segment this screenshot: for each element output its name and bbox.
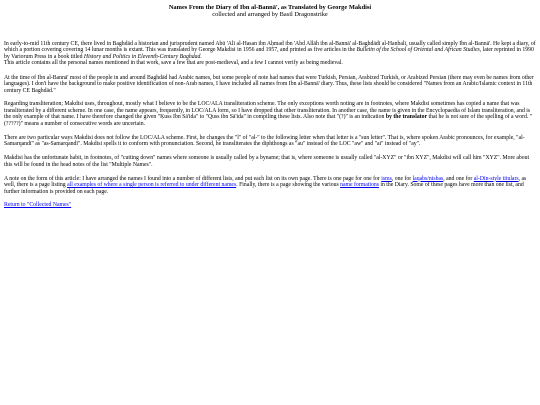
article-form-paragraph (4, 176, 536, 195)
footnote-habit-paragraph: Makdisi has the unfortunate habit, in footnotes, of "cutting down" names where someone is usually called by a byname; that is, where someone is usually called "al-XYZ" or "ibn XYZ", Makdisi will call him "XYZ". More about this will be found in the head notes of the list "Multiple Names". (4, 155, 530, 168)
page-subtitle: collected and arranged by Basil Dragonstrike (212, 11, 328, 19)
form-text-d: , as well, there is a page listing (4, 175, 527, 189)
translit-text-b: that he is not sure of the spelling of a word. "(?????)" means a number of consecutive words are uncertain. (4, 114, 533, 127)
translit-bold: by the translator (385, 114, 428, 121)
intro-text-c: This article contains all the personal names mentioned in that work, save a few that are post-medieval, and a few I cannot verify as being medieval. (4, 60, 343, 67)
transliteration-paragraph (4, 101, 536, 127)
name-formations-link[interactable]: name formations (340, 182, 379, 189)
loc-ala-paragraph: There are two particular ways Makdisi does not follow the LOC/ALA scheme. First, he changes the "l" of "al-" to the following letter when that letter is a "sun letter". That is, where spoken Arabic pronounces, for example, "al-Samarqandī" as "as-Samarqandī". Makdisi spells it to conform with pronunciation. Second, he transliterates the diphthongs as "au" instead of the LOC "aw" and "ai" instead of "ay". (4, 134, 525, 148)
names-context-paragraph: At the time of Ibn al-Bannā' most of the people in and around Baghdād had Arabic names, but some people of note had names that were Turkish, Persian, Arabized Turkish, or Arabized Persian (there may even be names from other languages). I don't have the background to make positive identification of non-Arab names, I have included all names from Ibn al-Bannā' diary. Thus, these lists should be considered "Names from an Arabic/Islamic context in 11th century CE Baghdād." (4, 74, 534, 94)
translit-text-a: Regarding transliteration; Makdisi uses, throughout, mostly what I believe to be the LOC/ALA transliteration scheme. The only exceptions worth noting are in footnotes, where Makdisi sometimes has copied a name that was transliterated by a different scheme. In one case, the name appears, frequently, in LOC/ALA form, so I have dropped that other transliteration. In another case, the name is given in the Encyclopaedia of Islam transliteration, and is the only example of that name. I have therefore changed the given "Ḳuss Ibn Sā'ida" to "Quss ibn Sā'ida" in compiling these lists. Also note that "(?)" is an indication (4, 101, 531, 121)
form-text-f: in the Diary. Some of these pages have more than one list, and further information is provided on each page. (4, 182, 524, 195)
laqabs-nisbas-link[interactable]: laqabs/nisbas (412, 175, 444, 182)
intro-paragraph (4, 41, 536, 67)
journal-title: Bulletin of the School of Oriental and African Studies (356, 47, 480, 54)
isms-link[interactable]: isms (381, 175, 392, 182)
return-paragraph (4, 202, 536, 208)
different-names-link[interactable]: all examples of where a single person is referred to under different names (67, 182, 237, 189)
form-text-b: , one for (391, 175, 413, 182)
al-din-titulars-link[interactable]: al-Dīn-style titulars (473, 175, 519, 182)
page-title: Names From the Diary of Ibn al-Bannā', as Translated by George Makdisi (168, 4, 372, 11)
intro-text-b: , later reprinted in 1990 by Variorum Press in a book titled (4, 47, 534, 60)
form-text-a: A note on the form of this article: I have arranged the names I found into a number of different lists, and put each list on its own page. There is one page for one for (4, 175, 382, 182)
intro-text-a: In early-to-mid 11th century CE, there lived in Baghdād a historian and jurisprudent named Abū 'Alī al-Hasan ibn Aḥmad ibn 'Abd Allāh ibn al-Bannā' al-Baghdādī al-Hanbalī, usually called simply Ibn al-Bannā'. He kept a diary, of which a portion covering covering 14 lunar months is extant. This was translated by George Makdisi in 1956 and 1957, and printed as five articles in the (4, 40, 536, 54)
book-title: History and Politics in Eleventh-Century Baghdad. (83, 53, 202, 60)
form-text-e: . Finally, there is a page showing the various (236, 182, 341, 189)
form-text-c: , and one for (443, 175, 474, 182)
return-link[interactable]: Return to "Collected Names" (4, 202, 72, 209)
